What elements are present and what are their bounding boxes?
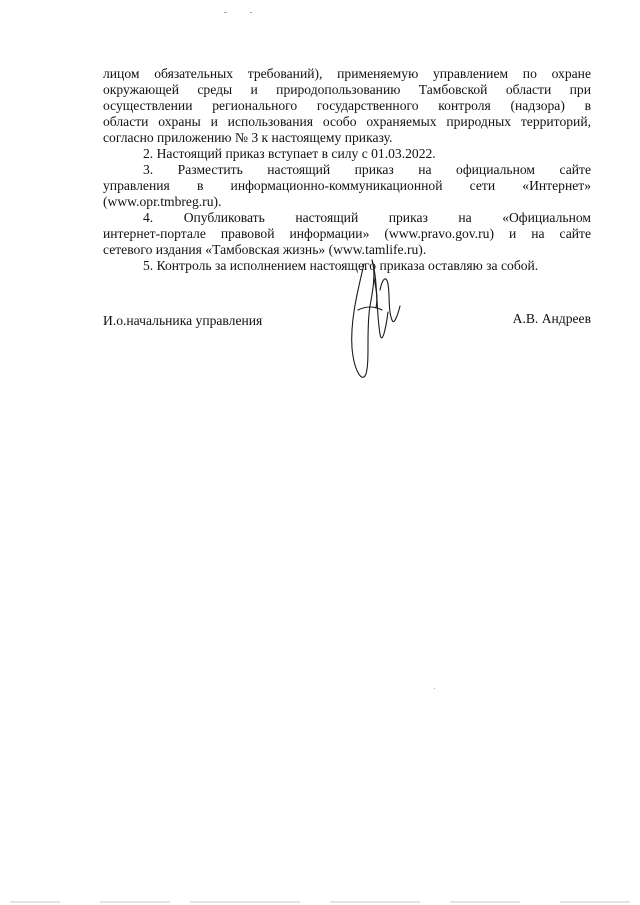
text-line: (www.opr.tmbreg.ru). (103, 194, 222, 209)
paragraph-continuation (103, 66, 591, 146)
document-body (103, 66, 591, 274)
text-line: 2. Настоящий приказ вступает в силу с 01.03.2022. (143, 146, 436, 161)
handwritten-signature (336, 250, 416, 390)
text-line: согласно приложению № 3 к настоящему приказу. (103, 130, 393, 145)
text-line: лицом обязательных требований), применяемую управлением по охране (103, 66, 591, 81)
text-line: управления в информационно-коммуникационной сети «Интернет» (103, 178, 591, 193)
item-3 (103, 162, 591, 210)
text-line: интернет-портале правовой информации» (www.pravo.gov.ru) и на сайте (103, 226, 591, 241)
text-line: 3. Разместить настоящий приказ на официальном сайте (143, 162, 591, 177)
text-line: 4. Опубликовать настоящий приказ на «Официальном (143, 210, 591, 225)
signatory-name: А.В. Андреев (512, 311, 591, 326)
text-line: 5. Контроль за исполнением настоящего приказа оставляю за собой. (143, 258, 539, 273)
text-line: области охраны и использования особо охраняемых природных территорий, (103, 114, 591, 129)
item-2 (103, 146, 591, 162)
text-line: осуществлении регионального государственного контроля (надзора) в (103, 98, 591, 113)
signatory-position: И.о.начальника управления (103, 313, 263, 328)
text-line: сетевого издания «Тамбовская жизнь» (www.tamlife.ru). (103, 242, 427, 257)
text-line: окружающей среды и природопользованию Тамбовской области при (103, 82, 591, 97)
